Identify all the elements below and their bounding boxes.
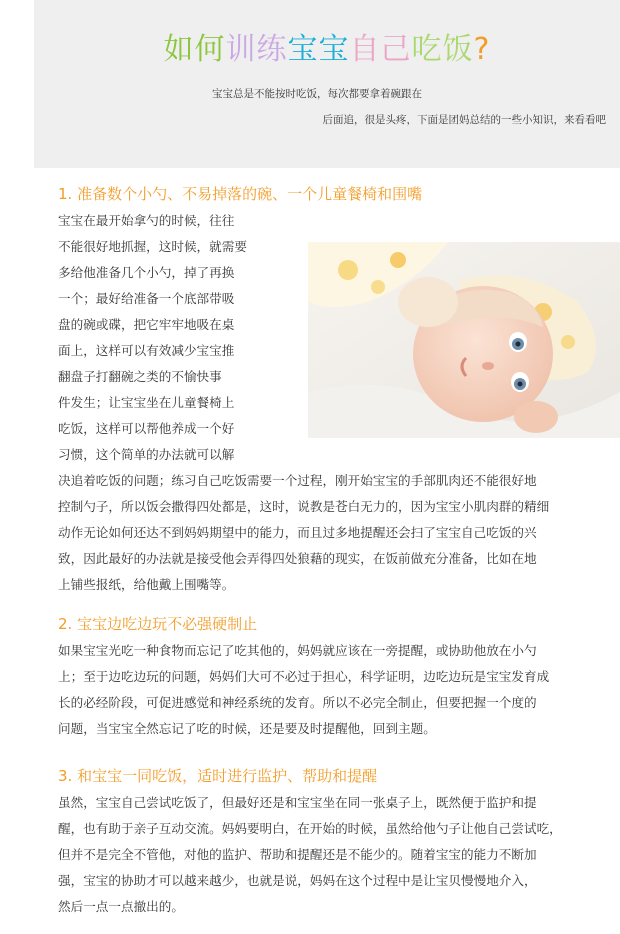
text-line: 然后一点一点撤出的。: [58, 899, 184, 914]
section-3-title: 3. 和宝宝一同吃饭，适时进行监护、帮助和提醒: [58, 767, 378, 785]
text-line: 虽然，宝宝自己尝试吃饭了，但最好还是和宝宝坐在同一张桌子上，既然便于监护和提: [58, 795, 537, 810]
title-part: 吃饭: [411, 32, 474, 67]
header-banner: [34, 0, 620, 168]
text-line: 面上，这样可以有效减少宝宝推: [58, 343, 235, 358]
text-line: 多给他准备几个小勺，掉了再换: [58, 265, 235, 280]
baby-photo: [308, 242, 620, 438]
text-line: 上；至于边吃边玩的问题，妈妈们大可不必过于担心，科学证明，边吃边玩是宝宝发育成: [58, 669, 550, 684]
page-title: [34, 30, 620, 70]
title-part: ?: [473, 32, 491, 67]
text-line: 一个；最好给准备一个底部带吸: [58, 291, 235, 306]
text-line: 长的必经阶段，可促进感觉和神经系统的发育。所以不必完全制止，但要把握一个度的: [58, 695, 537, 710]
text-line: 宝宝在最开始拿勺的时候，往往: [58, 213, 235, 228]
section-1-text-wide: [58, 468, 549, 598]
text-line: 习惯，这个简单的办法就可以解: [58, 447, 235, 462]
section-2-title: 2. 宝宝边吃边玩不必强硬制止: [58, 615, 258, 633]
text-line: 盘的碗或碟，把它牢牢地吸在桌: [58, 317, 235, 332]
text-line: 翻盘子打翻碗之类的不愉快事: [58, 369, 222, 384]
text-line: 上铺些报纸，给他戴上围嘴等。: [58, 577, 235, 592]
text-line: 控制勺子，所以饭会撒得四处都是，这时，说教是苍白无力的，因为宝宝小肌肉群的精细: [58, 499, 550, 514]
text-line: 吃饭，这样可以帮他养成一个好: [58, 421, 235, 436]
intro-line-1: 宝宝总是不能按时吃饭，每次都要拿着碗跟在: [212, 88, 422, 100]
text-line: 但并不是完全不管他，对他的监护、帮助和提醒还是不能少的。随着宝宝的能力不断加: [58, 847, 537, 862]
text-line: 问题，当宝宝全然忘记了吃的时候，还是要及时提醒他，回到主题。: [58, 721, 436, 736]
title-part: 训练: [225, 32, 288, 67]
text-line: 决追着吃饭的问题；练习自己吃饭需要一个过程，刚开始宝宝的手部肌肉还不能很好地: [58, 473, 537, 488]
text-line: 强，宝宝的协助才可以越来越少，也就是说，妈妈在这个过程中是让宝贝慢慢地介入，: [58, 873, 537, 888]
title-part: 宝宝: [287, 32, 350, 67]
section-2-text: [58, 638, 549, 742]
title-part: 自己: [349, 32, 412, 67]
text-line: 动作无论如何还达不到妈妈期望中的能力，而且过多地提醒还会扫了宝宝自己吃饭的兴: [58, 525, 537, 540]
section-3-text: [58, 790, 562, 920]
intro-line-2: 后面追，很是头疼，下面是团妈总结的一些小知识，来看看吧: [322, 114, 606, 126]
section-1-text-narrow: [58, 208, 247, 468]
text-line: 件发生；让宝宝坐在儿童餐椅上: [58, 395, 235, 410]
text-line: 醒，也有助于亲子互动交流。妈妈要明白，在开始的时候，虽然给他勺子让他自己尝试吃，: [58, 821, 562, 836]
section-1-title: 1. 准备数个小勺、不易掉落的碗、一个儿童餐椅和围嘴: [58, 185, 423, 203]
title-part: 如何: [163, 32, 226, 67]
text-line: 如果宝宝光吃一种食物而忘记了吃其他的，妈妈就应该在一旁提醒，或协助他放在小勺: [58, 643, 537, 658]
text-line: 致，因此最好的办法就是接受他会弄得四处狼藉的现实，在饭前做充分准备，比如在地: [58, 551, 537, 566]
text-line: 不能很好地抓握，这时候，就需要: [58, 239, 247, 254]
